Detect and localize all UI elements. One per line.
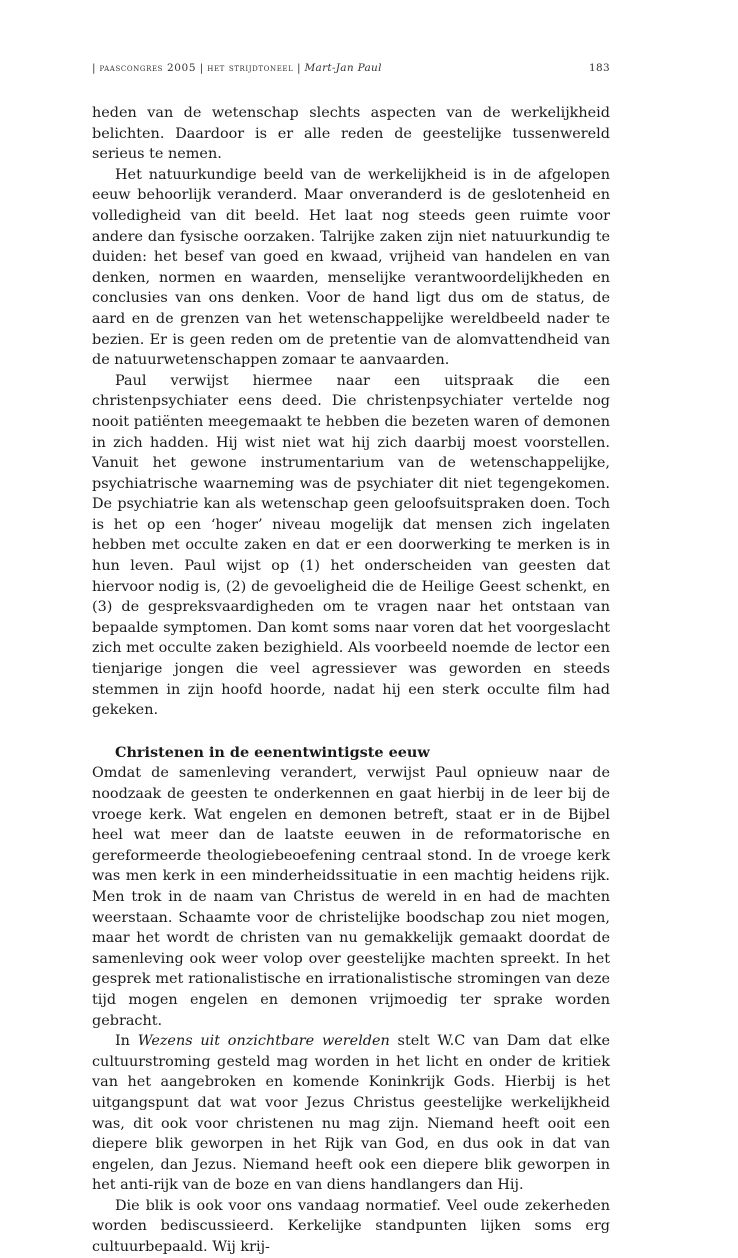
- paragraph: Omdat de samenleving verandert, verwijst Paul opnieuw naar de noodzaak de geesten te onderkennen en gaat hierbij in de leer bij de vroege kerk. Wat engelen en demonen betreft, staat er in de Bijbel heel wat meer dan de laatste eeuwen in de reformatorische en gereformeerde theologiebeoefening centraal stond. In de vroege kerk was men kerk in een minderheidssituatie in een machtig heidens rijk. Men trok in de naam van Christus de wereld in en had de machten weerstaan. Schaamte voor de christelijke boodschap zou niet mogen, maar het wordt de christen van nu gemakkelijk gemaakt doordat de samenleving ook weer volop over geestelijke machten spreekt. In het gesprek met rationalistische en irrationalistische stromingen van deze tijd mogen engelen en demonen vrijmoedig ter sprake worden gebracht.: [92, 765, 610, 1029]
- paragraph-text: stelt W.C van Dam dat elke cultuurstroming gesteld mag worden in het licht en onder de kritiek van het aangebroken en komende Koninkrijk Gods. Hierbij is het uitgangspunt dat wat voor Jezus Christus geestelijke werkelijkheid was, dit ook voor christenen nu mag zijn. Niemand heeft ooit een diepere blik geworpen in het Rijk van God, en dus ook in dat van engelen, dan Jezus. Niemand heeft ook een diepere blik geworpen in het anti-rijk van de boze en van diens handlangers dan Hij.: [92, 1033, 610, 1194]
- header-separator: |: [92, 62, 100, 74]
- header-separator: |: [293, 62, 305, 74]
- section-heading: Christenen in de eenentwintigste eeuw: [115, 743, 430, 761]
- page-number: 183: [589, 62, 610, 74]
- paragraph: Die blik is ook voor ons vandaag normatief. Veel oude zekerheden worden bediscussieerd. Kerkelijke standpunten lijken soms erg cultuurbepaald. Wij krij-: [92, 1197, 610, 1256]
- paragraph: [92, 1031, 610, 1196]
- paragraph-text: In: [115, 1033, 138, 1050]
- running-head-left: [92, 62, 382, 74]
- book-title: Wezens uit onzichtbare werelden: [137, 1033, 390, 1050]
- author-name: Mart-Jan Paul: [304, 62, 382, 74]
- paragraph: heden van de wetenschap slechts aspecten van de werkelijkheid belichten. Daardoor is er alle reden de geestelijke tussenwereld serieus te nemen.: [92, 105, 610, 163]
- running-head: [92, 62, 610, 80]
- header-separator: |: [196, 62, 208, 74]
- paragraph: Paul verwijst hiermee naar een uitspraak die een christenpsychiater eens deed. Die christenpsychiater vertelde nog nooit patiënten meegemaakt te hebben die bezeten waren of demonen in zich hadden. Hij wist niet wat hij zich daarbij moest voorstellen. Vanuit het gewone instrumentarium van de wetenschappelijke, psychiatrische waarneming was de psychiater dit niet tegengekomen. De psychiatrie kan als wetenschap geen geloofsuitspraken doen. Toch is het op een ‘hoger’ niveau mogelijk dat mensen zich ingelaten hebben met occulte zaken en dat er een doorwerking te merken is in hun leven. Paul wijst op (1) het onderscheiden van geesten dat hiervoor nodig is, (2) de gevoeligheid die de Heilige Geest schenkt, en (3) de gespreksvaardigheden om te vragen naar het ontstaan van bepaalde symptomen. Dan komt soms naar voren dat het voorgeslacht zich met occulte zaken bezighield. Als voorbeeld noemde de lector een tienjarige jongen die veel agressiever was geworden en steeds stemmen in zijn hoofd hoorde, nadat hij een sterk occulte film had gekeken.: [92, 372, 610, 719]
- section-title: het strijdtoneel: [207, 62, 294, 74]
- paragraph: Het natuurkundige beeld van de werkelijkheid is in de afgelopen eeuw behoorlijk veranderd. Maar onveranderd is de geslotenheid en volledigheid van dit beeld. Het laat nog steeds geen ruimte voor andere dan fysische oorzaken. Talrijke zaken zijn niet natuurkundig te duiden: het besef van goed en kwaad, vrijheid van handelen en van denken, normen en waarden, menselijke verantwoordelijkheden en conclusies van ons denken. Voor de hand ligt dus om de status, de aard en de grenzen van het wetenschappelijke wereldbeeld nader te bezien. Er is geen reden om de pretentie van de alomvattendheid van de natuurwetenschappen zomaar te aanvaarden.: [92, 166, 610, 369]
- body-text: [92, 103, 610, 1258]
- congress-title: paascongres 2005: [99, 62, 197, 74]
